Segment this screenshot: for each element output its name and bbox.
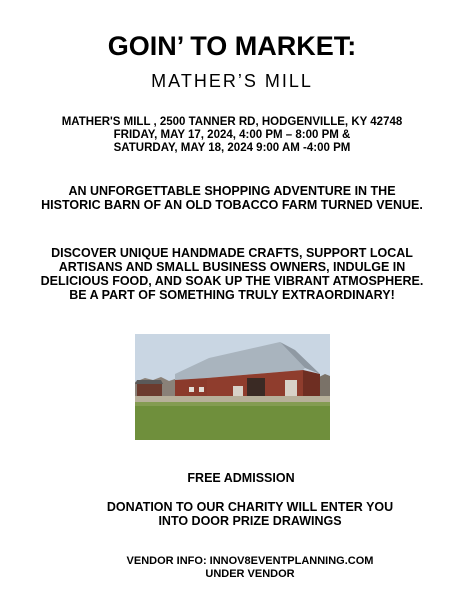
event-date-friday: FRIDAY, MAY 17, 2024, 4:00 PM – 8:00 PM & [113,129,351,141]
page-subtitle: MATHER’S MILL [151,71,313,91]
page-title: GOIN’ TO MARKET: [107,31,357,61]
donation-line-2: INTO DOOR PRIZE DRAWINGS [158,514,342,528]
event-date-saturday: SATURDAY, MAY 18, 2024 9:00 AM -4:00 PM [113,142,351,154]
shed [137,384,162,396]
event-info [0,116,464,155]
donation-line-1: DONATION TO OUR CHARITY WILL ENTER YOU [106,500,394,514]
vendor-info [60,555,440,581]
vendor-line-1: VENDOR INFO: INNOV8EVENTPLANNING.COM [126,555,374,567]
free-admission: FREE ADMISSION [187,471,295,485]
barn-window [189,387,194,392]
description-paragraph-2: DISCOVER UNIQUE HANDMADE CRAFTS, SUPPORT LOCAL ARTISANS AND SMALL BUSINESS OWNERS, INDULGE IN DELICIOUS FOOD, AND SOAK UP THE VIBRANT ATMOSPHERE. BE A PART OF SOMETHING TRULY EXTRAORDINARY! [40,246,424,302]
donation-note [60,500,440,528]
description-paragraph-1: AN UNFORGETTABLE SHOPPING ADVENTURE IN THE HISTORIC BARN OF AN OLD TOBACCO FARM TURNED VENUE. [41,184,423,212]
grass-edge [135,402,330,406]
barn-window [199,387,204,392]
barn-image [135,334,330,440]
vendor-line-2: UNDER VENDOR [205,568,295,580]
grass [135,402,330,440]
barn-photo [135,334,330,440]
event-address: MATHER'S MILL , 2500 TANNER RD, HODGENVILLE, KY 42748 [61,116,403,128]
shed-roof [135,380,163,384]
barn-side [303,370,320,399]
